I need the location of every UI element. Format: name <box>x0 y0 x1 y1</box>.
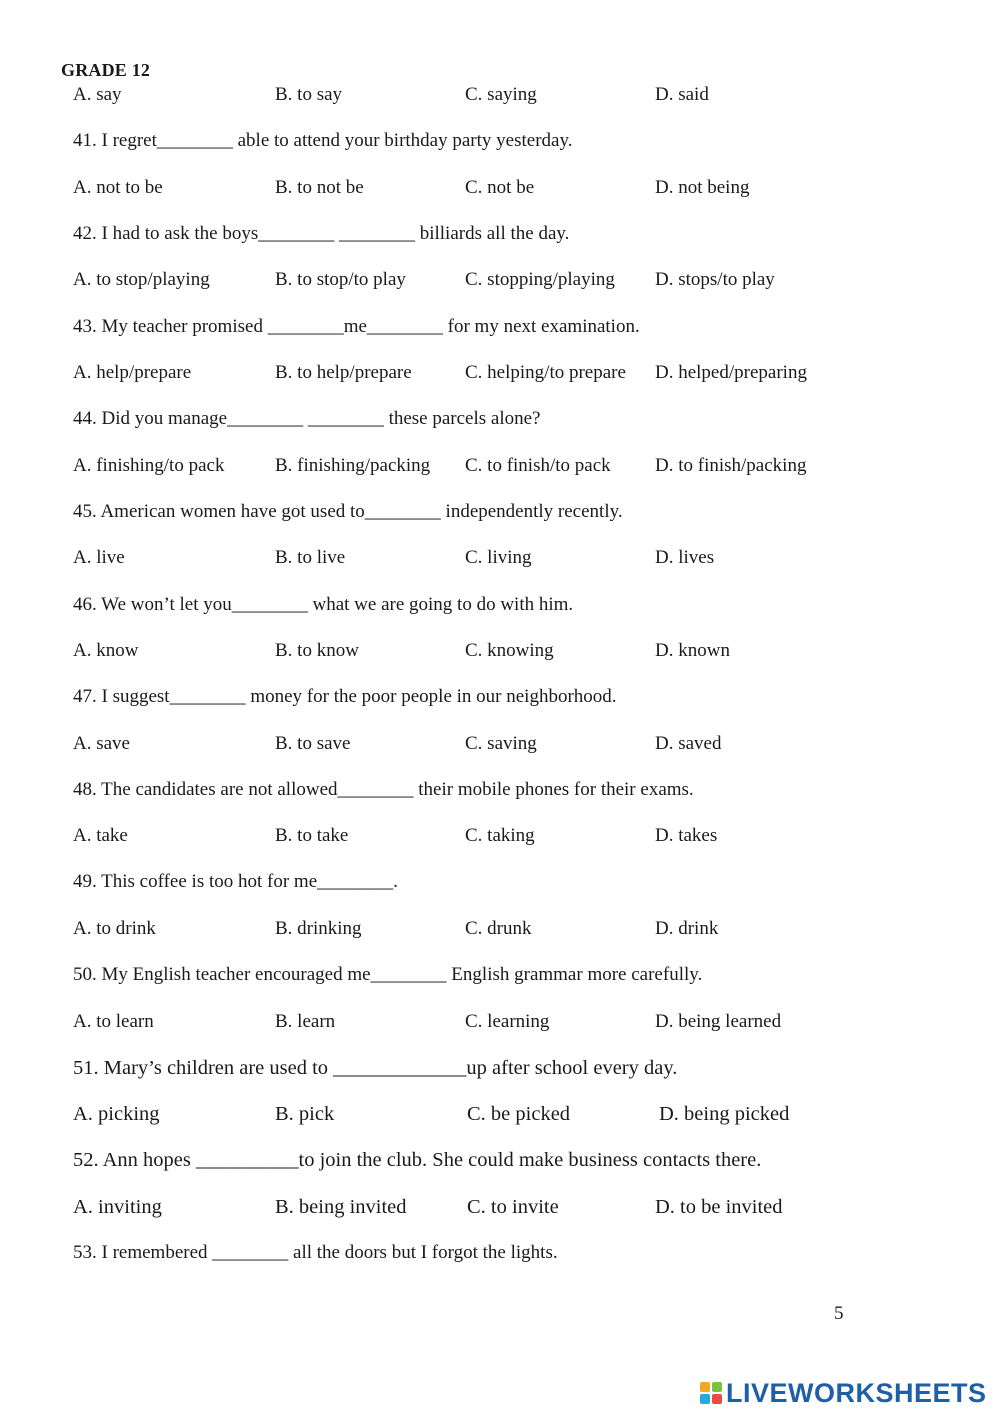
option-c: C. helping/to prepare <box>465 362 626 383</box>
option-a: A. say <box>73 84 122 105</box>
option-a: A. take <box>73 825 128 846</box>
option-b: B. pick <box>275 1103 335 1125</box>
option-b: B. to take <box>275 825 349 846</box>
question-text: 44. Did you manage________ ________ these parcels alone? <box>73 408 541 429</box>
question-text: 45. American women have got used to________ independently recently. <box>73 501 623 522</box>
option-a: A. to stop/playing <box>73 269 210 290</box>
option-d: D. drink <box>655 918 719 939</box>
liveworksheets-logo[interactable] <box>700 1378 987 1408</box>
question-text: 52. Ann hopes __________to join the club. She could make business contacts there. <box>73 1149 762 1171</box>
option-c: C. not be <box>465 177 535 198</box>
option-c: C. knowing <box>465 640 554 661</box>
question-text: 50. My English teacher encouraged me________ English grammar more carefully. <box>73 964 703 985</box>
question-text: 42. I had to ask the boys________ ________ billiards all the day. <box>73 223 570 244</box>
option-a: A. help/prepare <box>73 362 192 383</box>
option-a: A. not to be <box>73 177 163 198</box>
option-d: D. not being <box>655 177 750 198</box>
liveworksheets-icon <box>700 1382 722 1404</box>
option-a: A. inviting <box>73 1196 162 1218</box>
question-text: 49. This coffee is too hot for me________. <box>73 871 398 892</box>
option-c: C. saying <box>465 84 537 105</box>
question-text: 48. The candidates are not allowed________ their mobile phones for their exams. <box>73 779 694 800</box>
option-d: D. being picked <box>659 1103 790 1125</box>
option-a: A. to drink <box>73 918 156 939</box>
option-d: D. stops/to play <box>655 269 775 290</box>
option-d: D. being learned <box>655 1011 782 1032</box>
page-number: 5 <box>834 1303 844 1324</box>
option-c: C. drunk <box>465 918 532 939</box>
brand-text: LIVEWORKSHEETS <box>726 1377 987 1408</box>
option-d: D. to finish/packing <box>655 455 807 476</box>
option-b: B. to save <box>275 733 351 754</box>
option-c: C. saving <box>465 733 537 754</box>
option-b: B. to say <box>275 84 343 105</box>
option-c: C. learning <box>465 1011 550 1032</box>
option-b: B. to know <box>275 640 359 661</box>
option-a: A. picking <box>73 1103 160 1125</box>
option-d: D. known <box>655 640 730 661</box>
question-text: 43. My teacher promised ________me________ for my next examination. <box>73 316 640 337</box>
option-c: C. to invite <box>467 1196 559 1218</box>
option-d: D. saved <box>655 733 722 754</box>
question-text: 41. I regret________ able to attend your birthday party yesterday. <box>73 130 573 151</box>
option-d: D. takes <box>655 825 718 846</box>
option-c: C. be picked <box>467 1103 571 1125</box>
option-d: D. lives <box>655 547 715 568</box>
option-b: B. to live <box>275 547 346 568</box>
option-c: C. stopping/playing <box>465 269 615 290</box>
option-a: A. finishing/to pack <box>73 455 225 476</box>
page-title: GRADE 12 <box>61 60 151 80</box>
option-b: B. being invited <box>275 1196 407 1218</box>
option-b: B. finishing/packing <box>275 455 431 476</box>
question-text: 46. We won’t let you________ what we are going to do with him. <box>73 594 574 615</box>
option-c: C. living <box>465 547 532 568</box>
option-b: B. learn <box>275 1011 336 1032</box>
option-a: A. live <box>73 547 125 568</box>
question-text: 53. I remembered ________ all the doors but I forgot the lights. <box>73 1242 558 1263</box>
option-a: A. save <box>73 733 130 754</box>
option-c: C. to finish/to pack <box>465 455 611 476</box>
option-b: B. to not be <box>275 177 364 198</box>
option-b: B. to help/prepare <box>275 362 412 383</box>
option-b: B. to stop/to play <box>275 269 406 290</box>
option-d: D. to be invited <box>655 1196 783 1218</box>
option-d: D. said <box>655 84 709 105</box>
option-a: A. know <box>73 640 139 661</box>
question-text: 47. I suggest________ money for the poor people in our neighborhood. <box>73 686 617 707</box>
option-c: C. taking <box>465 825 535 846</box>
option-d: D. helped/preparing <box>655 362 807 383</box>
option-b: B. drinking <box>275 918 362 939</box>
option-a: A. to learn <box>73 1011 154 1032</box>
question-text: 51. Mary’s children are used to _____________up after school every day. <box>73 1057 678 1079</box>
